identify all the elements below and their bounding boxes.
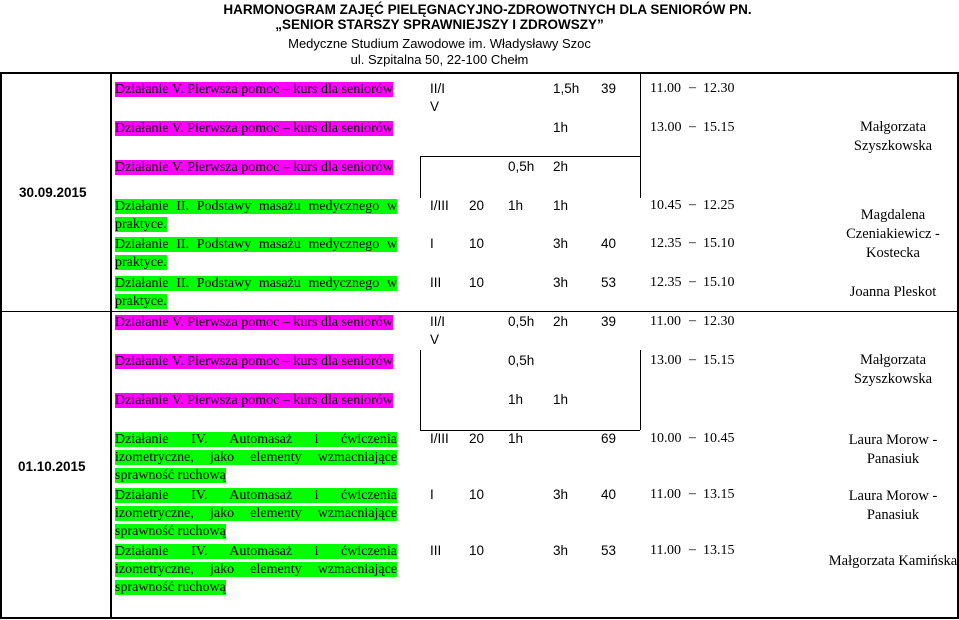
activity-cell: Działanie IV. Automasaż i ćwiczenia izometryczne, jako elementy wzmacniające sprawność ruchową xyxy=(115,488,397,539)
trainer-column-divider xyxy=(640,74,641,198)
group-cell: 10 xyxy=(469,236,485,251)
trainer-cell: Magdalena Czeniakiewicz - Kostecka xyxy=(846,207,940,261)
table-left-border xyxy=(0,72,2,619)
year-cell: III xyxy=(430,275,442,290)
time-to: 12.30 xyxy=(703,314,735,329)
header-institution: Medyczne Studium Zawodowe im. Władysławy Szoc xyxy=(288,36,591,51)
hours-cell: 1h xyxy=(553,120,569,135)
hours-cell: 2h xyxy=(553,314,569,329)
room-cell: 40 xyxy=(601,487,617,502)
time-dash: – xyxy=(689,352,696,367)
year-cell: II/I xyxy=(430,314,446,329)
room-cell: 53 xyxy=(601,543,617,558)
group-cell: 10 xyxy=(469,275,485,290)
time-to: 15.10 xyxy=(703,275,735,290)
table-bottom-border xyxy=(0,617,959,619)
time-to: 15.15 xyxy=(703,120,735,135)
time-to: 12.25 xyxy=(703,198,735,213)
time-to: 15.10 xyxy=(703,236,735,251)
time-from: 11.00 xyxy=(650,487,681,502)
room-cell: 40 xyxy=(601,236,617,251)
time-from: 13.00 xyxy=(650,120,682,135)
hours-cell: 0,5h xyxy=(508,159,535,174)
header-address: ul. Szpitalna 50, 22-100 Chełm xyxy=(350,52,529,67)
time-to: 15.15 xyxy=(703,353,735,368)
hours-cell: 3h xyxy=(553,487,569,502)
header-project-name: „SENIOR STARSZY SPRAWNIEJSZY I ZDROWSZY” xyxy=(275,17,604,32)
date-cell: 01.10.2015 xyxy=(18,459,86,474)
trainer-cell: Małgorzata Szyszkowska xyxy=(853,352,933,387)
hours-cell: 3h xyxy=(553,236,569,251)
trainer-cell: Małgorzata Kamińska xyxy=(828,553,958,569)
time-to: 13.15 xyxy=(703,487,735,502)
day-divider xyxy=(0,311,959,312)
activity-cell: Działanie V. Pierwsza pomoc – kurs dla seniorów xyxy=(115,82,393,97)
time-from: 11.00 xyxy=(650,543,681,558)
time-dash: – xyxy=(689,430,696,445)
room-cell: 39 xyxy=(601,314,617,329)
time-dash: – xyxy=(689,197,696,212)
time-dash: – xyxy=(689,119,696,134)
hours-cell: 1h xyxy=(553,198,569,213)
group-cell: 20 xyxy=(469,198,485,213)
hours-cell: 3h xyxy=(553,543,569,558)
hours-cell: 1h xyxy=(508,431,524,446)
time-from: 10.45 xyxy=(650,198,682,213)
time-to: 10.45 xyxy=(703,431,735,446)
trainer-cell: Laura Morow - Panasiuk xyxy=(848,488,938,523)
activity-cell: Działanie II. Podstawy masażu medycznego w praktyce. xyxy=(115,237,397,270)
year-cell: V xyxy=(430,99,440,114)
group-cell: 20 xyxy=(469,431,485,446)
activity-cell: Działanie V. Pierwsza pomoc – kurs dla seniorów xyxy=(115,354,393,369)
activity-cell: Działanie V. Pierwsza pomoc – kurs dla seniorów xyxy=(115,121,393,136)
header-title: HARMONOGRAM ZAJĘĆ PIELĘGNACYJNO-ZDROWOTNYCH DLA SENIORÓW PN. xyxy=(223,2,752,17)
hours-cell: 3h xyxy=(553,275,569,290)
info-column-divider xyxy=(420,350,421,430)
hours-cell: 1h xyxy=(508,392,524,407)
group-cell: 10 xyxy=(469,487,485,502)
activity-cell: Działanie IV. Automasaż i ćwiczenia izometryczne, jako elementy wzmacniające sprawność ruchową xyxy=(115,432,397,483)
time-from: 11.00 xyxy=(650,314,681,329)
room-cell: 39 xyxy=(601,81,617,96)
date-column-divider xyxy=(110,72,112,619)
year-cell: V xyxy=(430,332,440,347)
year-cell: I xyxy=(430,236,434,251)
time-from: 12.35 xyxy=(650,236,682,251)
table-top-border xyxy=(0,72,959,74)
activity-cell: Działanie V. Pierwsza pomoc – kurs dla seniorów xyxy=(115,160,393,175)
hours-cell: 1,5h xyxy=(553,81,580,96)
year-cell: II/I xyxy=(430,81,446,96)
room-cell: 69 xyxy=(601,431,617,446)
trainer-cell: Joanna Pleskot xyxy=(849,284,937,300)
group-cell: 10 xyxy=(469,543,485,558)
info-column-divider xyxy=(420,156,421,198)
date-cell: 30.09.2015 xyxy=(19,185,87,200)
time-dash: – xyxy=(689,235,696,250)
hours-cell: 0,5h xyxy=(508,353,535,368)
room-cell: 53 xyxy=(601,275,617,290)
year-cell: I/III xyxy=(430,198,449,213)
trainer-cell: Laura Morow - Panasiuk xyxy=(848,432,938,467)
hours-cell: 0,5h xyxy=(508,314,535,329)
time-dash: – xyxy=(689,486,696,501)
hours-cell: 2h xyxy=(553,159,569,174)
time-dash: – xyxy=(689,274,696,289)
hours-cell: 1h xyxy=(553,392,569,407)
time-dash: – xyxy=(689,542,696,557)
year-cell: III xyxy=(430,543,442,558)
time-dash: – xyxy=(689,313,696,328)
activity-cell: Działanie II. Podstawy masażu medycznego w praktyce. xyxy=(115,199,397,232)
hours-cell: 1h xyxy=(508,198,524,213)
trainer-cell: Małgorzata Szyszkowska xyxy=(853,119,933,154)
trainer-column-divider xyxy=(640,350,641,430)
time-to: 13.15 xyxy=(703,543,735,558)
time-from: 11.00 xyxy=(650,81,681,96)
activity-cell: Działanie II. Podstawy masażu medycznego w praktyce. xyxy=(115,276,397,309)
activity-cell: Działanie V. Pierwsza pomoc – kurs dla seniorów xyxy=(115,393,393,408)
time-from: 13.00 xyxy=(650,353,682,368)
year-cell: I/III xyxy=(430,431,449,446)
time-from: 10.00 xyxy=(650,431,682,446)
activity-cell: Działanie IV. Automasaż i ćwiczenia izometryczne, jako elementy wzmacniające sprawność ruchową xyxy=(115,544,397,595)
time-to: 12.30 xyxy=(703,81,735,96)
activity-cell: Działanie V. Pierwsza pomoc – kurs dla seniorów xyxy=(115,315,393,330)
time-dash: – xyxy=(689,80,696,95)
time-from: 12.35 xyxy=(650,275,682,290)
year-cell: I xyxy=(430,487,434,502)
row-divider xyxy=(420,156,640,157)
